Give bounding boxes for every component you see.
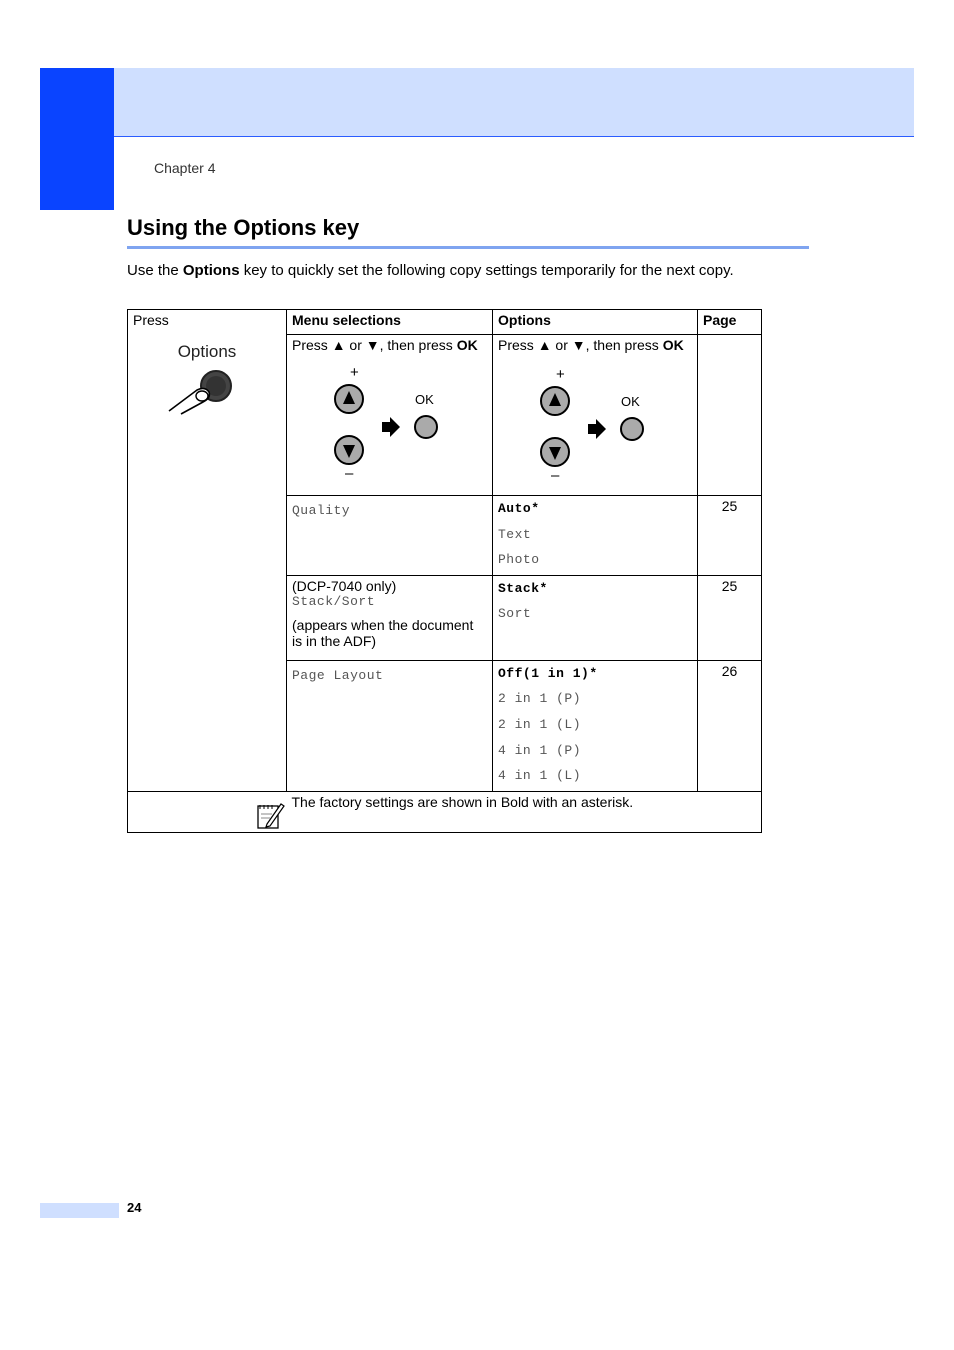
header-band <box>114 68 914 137</box>
chapter-label: Chapter 4 <box>154 160 216 176</box>
header-page: Page <box>698 310 762 335</box>
nav-cell-menu <box>287 335 493 496</box>
finger-press-icon <box>159 366 239 416</box>
intro-text: Use the Options key to quickly set the following copy settings temporarily for the next copy. <box>127 262 734 279</box>
chapter-tab <box>40 68 114 210</box>
menu-item-stack-sort: Stack/Sort <box>292 593 376 609</box>
option-item: 2 in 1 (L) <box>498 716 582 732</box>
ok-label: OK <box>415 392 434 407</box>
nav-keys-diagram <box>538 367 658 487</box>
option-item: 4 in 1 (P) <box>498 742 582 758</box>
press-cell <box>128 310 287 792</box>
menu-cell <box>287 575 493 660</box>
option-item: Stack* <box>498 580 548 596</box>
note-pencil-icon <box>255 800 285 830</box>
nav-instruction: Press ▲ or ▼, then press OK <box>292 337 478 353</box>
right-arrow-icon <box>588 419 606 439</box>
option-item: Sort <box>498 606 532 622</box>
footer-bar <box>40 1203 119 1218</box>
minus-label: – <box>345 465 354 482</box>
up-arrow-icon: ▲ <box>537 337 552 353</box>
table-header-row <box>128 310 762 335</box>
ok-key-icon <box>621 418 643 440</box>
minus-label: – <box>551 467 560 484</box>
menu-item-quality: Quality <box>292 503 351 518</box>
option-item: Text <box>498 526 532 542</box>
ok-key-icon <box>415 416 437 438</box>
nav-keys-diagram <box>332 365 452 485</box>
nav-cell-page <box>698 335 762 496</box>
option-item: Auto* <box>498 501 540 516</box>
header-menu: Menu selections <box>287 310 493 335</box>
down-arrow-icon: ▼ <box>571 337 586 353</box>
page-cell: 25 <box>698 496 762 576</box>
options-cell <box>493 660 698 791</box>
plus-label: + <box>350 365 359 381</box>
option-item: Photo <box>498 552 540 568</box>
nav-cell-options <box>493 335 698 496</box>
plus-label: + <box>556 367 565 383</box>
header-options: Options <box>493 310 698 335</box>
menu-note: (DCP-7040 only) <box>292 577 397 594</box>
ok-label: OK <box>621 394 640 409</box>
options-cell <box>493 575 698 660</box>
right-arrow-icon <box>382 417 400 437</box>
section-title: Using the Options key <box>127 215 809 249</box>
option-item: 4 in 1 (L) <box>498 768 582 784</box>
nav-instruction: Press ▲ or ▼, then press OK <box>498 337 684 353</box>
page-number: 24 <box>127 1200 142 1215</box>
note-row <box>128 791 762 832</box>
option-item: Off(1 in 1)* <box>498 665 598 681</box>
up-arrow-icon: ▲ <box>331 337 346 353</box>
menu-note: (appears when the document is in the ADF) <box>292 616 474 649</box>
options-key-label: Options <box>177 342 237 361</box>
press-label: Press <box>133 312 169 328</box>
page-cell: 26 <box>698 660 762 791</box>
options-cell <box>493 496 698 576</box>
menu-cell <box>287 660 493 791</box>
menu-item-page-layout: Page Layout <box>292 667 384 683</box>
page-cell: 25 <box>698 575 762 660</box>
menu-cell <box>287 496 493 576</box>
options-table <box>127 309 762 833</box>
note-text: The factory settings are shown in Bold with an asterisk. <box>287 791 762 832</box>
down-arrow-icon: ▼ <box>365 337 380 353</box>
option-item: 2 in 1 (P) <box>498 691 582 707</box>
